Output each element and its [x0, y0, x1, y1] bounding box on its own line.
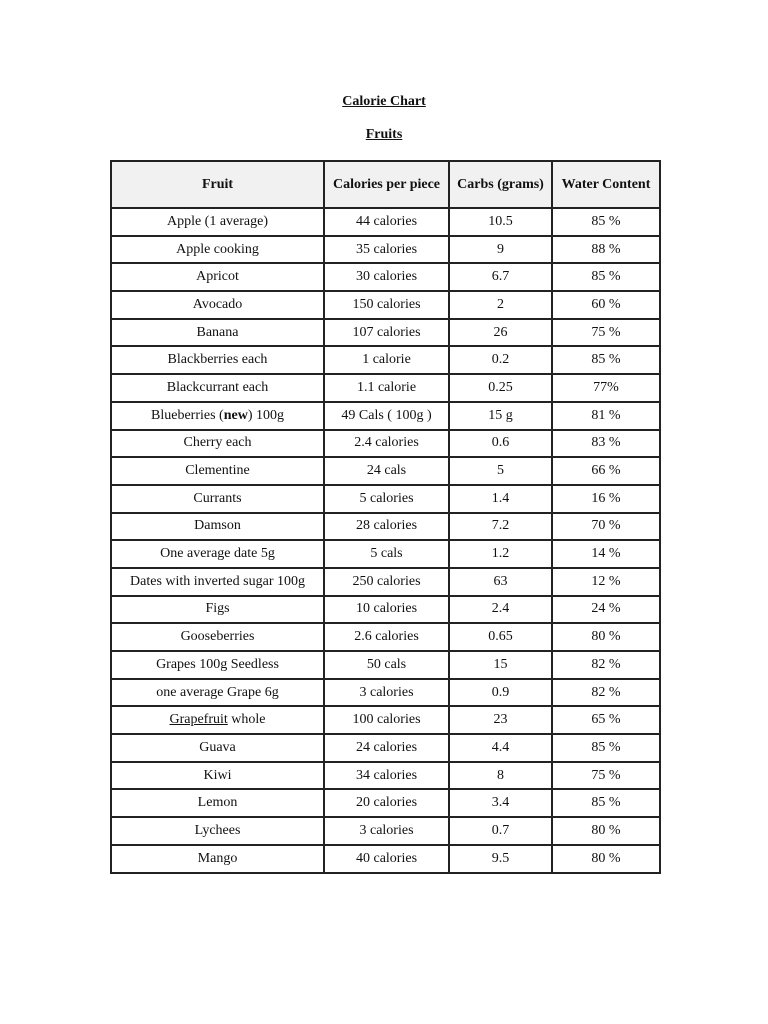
cell-calories: 49 Cals ( 100g ) [324, 402, 449, 430]
cell-water: 66 % [552, 457, 660, 485]
cell-carbs: 0.9 [449, 679, 552, 707]
cell-water: 88 % [552, 236, 660, 264]
cell-carbs: 10.5 [449, 208, 552, 236]
cell-fruit: Kiwi [111, 762, 324, 790]
cell-calories: 35 calories [324, 236, 449, 264]
cell-fruit: Lemon [111, 789, 324, 817]
table-row [111, 457, 660, 485]
table-row [111, 319, 660, 347]
cell-calories: 107 calories [324, 319, 449, 347]
table-row [111, 374, 660, 402]
cell-fruit-part: ) 100g [247, 407, 284, 423]
cell-water: 80 % [552, 845, 660, 873]
cell-water: 16 % [552, 485, 660, 513]
cell-fruit: Apple cooking [111, 236, 324, 264]
cell-calories: 40 calories [324, 845, 449, 873]
cell-fruit: Apple (1 average) [111, 208, 324, 236]
cell-fruit: Lychees [111, 817, 324, 845]
cell-fruit: One average date 5g [111, 540, 324, 568]
cell-calories: 2.6 calories [324, 623, 449, 651]
cell-fruit-part: Grapefruit [169, 712, 228, 728]
cell-water: 77% [552, 374, 660, 402]
cell-water: 85 % [552, 208, 660, 236]
table-row [111, 845, 660, 873]
cell-calories: 34 calories [324, 762, 449, 790]
cell-water: 60 % [552, 291, 660, 319]
cell-calories: 3 calories [324, 817, 449, 845]
cell-carbs: 26 [449, 319, 552, 347]
cell-fruit: one average Grape 6g [111, 679, 324, 707]
cell-carbs: 9.5 [449, 845, 552, 873]
cell-calories: 10 calories [324, 596, 449, 624]
calorie-table [110, 160, 661, 874]
cell-carbs: 0.2 [449, 346, 552, 374]
cell-water: 82 % [552, 679, 660, 707]
cell-carbs: 0.7 [449, 817, 552, 845]
table-row [111, 817, 660, 845]
table-header-row [111, 161, 660, 208]
cell-fruit: Banana [111, 319, 324, 347]
table-row [111, 679, 660, 707]
cell-water: 80 % [552, 817, 660, 845]
cell-calories: 250 calories [324, 568, 449, 596]
cell-carbs: 23 [449, 706, 552, 734]
cell-water: 81 % [552, 402, 660, 430]
cell-fruit: Guava [111, 734, 324, 762]
cell-fruit: Gooseberries [111, 623, 324, 651]
table-row [111, 346, 660, 374]
cell-fruit: Blackcurrant each [111, 374, 324, 402]
cell-fruit [111, 402, 324, 430]
table-row [111, 734, 660, 762]
cell-calories: 28 calories [324, 513, 449, 541]
cell-water: 24 % [552, 596, 660, 624]
cell-carbs: 7.2 [449, 513, 552, 541]
table-row [111, 291, 660, 319]
cell-fruit: Figs [111, 596, 324, 624]
cell-calories: 20 calories [324, 789, 449, 817]
cell-fruit: Currants [111, 485, 324, 513]
cell-water: 85 % [552, 789, 660, 817]
table-row [111, 789, 660, 817]
cell-fruit: Damson [111, 513, 324, 541]
cell-carbs: 8 [449, 762, 552, 790]
table-row [111, 236, 660, 264]
cell-carbs: 5 [449, 457, 552, 485]
cell-calories: 150 calories [324, 291, 449, 319]
cell-water: 83 % [552, 430, 660, 458]
cell-carbs: 0.6 [449, 430, 552, 458]
cell-calories: 24 cals [324, 457, 449, 485]
cell-fruit: Clementine [111, 457, 324, 485]
cell-water: 85 % [552, 734, 660, 762]
cell-water: 14 % [552, 540, 660, 568]
cell-calories: 5 calories [324, 485, 449, 513]
cell-water: 12 % [552, 568, 660, 596]
cell-carbs: 15 g [449, 402, 552, 430]
table-row [111, 263, 660, 291]
cell-water: 75 % [552, 319, 660, 347]
cell-fruit: Cherry each [111, 430, 324, 458]
cell-calories: 50 cals [324, 651, 449, 679]
table-row [111, 623, 660, 651]
cell-carbs: 2 [449, 291, 552, 319]
cell-fruit-part: whole [227, 712, 266, 728]
cell-carbs: 9 [449, 236, 552, 264]
cell-carbs: 63 [449, 568, 552, 596]
cell-water: 75 % [552, 762, 660, 790]
cell-carbs: 2.4 [449, 596, 552, 624]
cell-fruit [111, 706, 324, 734]
cell-water: 85 % [552, 263, 660, 291]
cell-calories: 44 calories [324, 208, 449, 236]
cell-calories: 1 calorie [324, 346, 449, 374]
section-subtitle: Fruits [365, 127, 403, 142]
cell-fruit: Dates with inverted sugar 100g [111, 568, 324, 596]
header-water: Water Content [552, 161, 660, 208]
cell-carbs: 0.65 [449, 623, 552, 651]
table-row [111, 651, 660, 679]
cell-water: 65 % [552, 706, 660, 734]
cell-fruit-part: new [223, 407, 248, 423]
cell-water: 70 % [552, 513, 660, 541]
cell-calories: 2.4 calories [324, 430, 449, 458]
cell-carbs: 0.25 [449, 374, 552, 402]
cell-calories: 1.1 calorie [324, 374, 449, 402]
cell-carbs: 1.2 [449, 540, 552, 568]
cell-fruit: Mango [111, 845, 324, 873]
table-row [111, 430, 660, 458]
cell-carbs: 1.4 [449, 485, 552, 513]
cell-carbs: 6.7 [449, 263, 552, 291]
cell-carbs: 15 [449, 651, 552, 679]
table-row [111, 762, 660, 790]
cell-fruit: Apricot [111, 263, 324, 291]
cell-calories: 3 calories [324, 679, 449, 707]
cell-carbs: 3.4 [449, 789, 552, 817]
cell-calories: 24 calories [324, 734, 449, 762]
table-body [111, 208, 660, 873]
cell-fruit: Grapes 100g Seedless [111, 651, 324, 679]
cell-water: 85 % [552, 346, 660, 374]
cell-calories: 100 calories [324, 706, 449, 734]
header-carbs: Carbs (grams) [449, 161, 552, 208]
header-calories: Calories per piece [324, 161, 449, 208]
table-row [111, 706, 660, 734]
table-row [111, 402, 660, 430]
cell-fruit: Blackberries each [111, 346, 324, 374]
header-fruit: Fruit [111, 161, 324, 208]
table-row [111, 596, 660, 624]
cell-fruit-part: Blueberries ( [151, 407, 224, 423]
table-row [111, 513, 660, 541]
table-row [111, 208, 660, 236]
cell-fruit: Avocado [111, 291, 324, 319]
table-row [111, 485, 660, 513]
cell-water: 82 % [552, 651, 660, 679]
cell-water: 80 % [552, 623, 660, 651]
page-title: Calorie Chart [342, 94, 426, 109]
cell-calories: 30 calories [324, 263, 449, 291]
table-row [111, 540, 660, 568]
table-row [111, 568, 660, 596]
cell-carbs: 4.4 [449, 734, 552, 762]
cell-calories: 5 cals [324, 540, 449, 568]
